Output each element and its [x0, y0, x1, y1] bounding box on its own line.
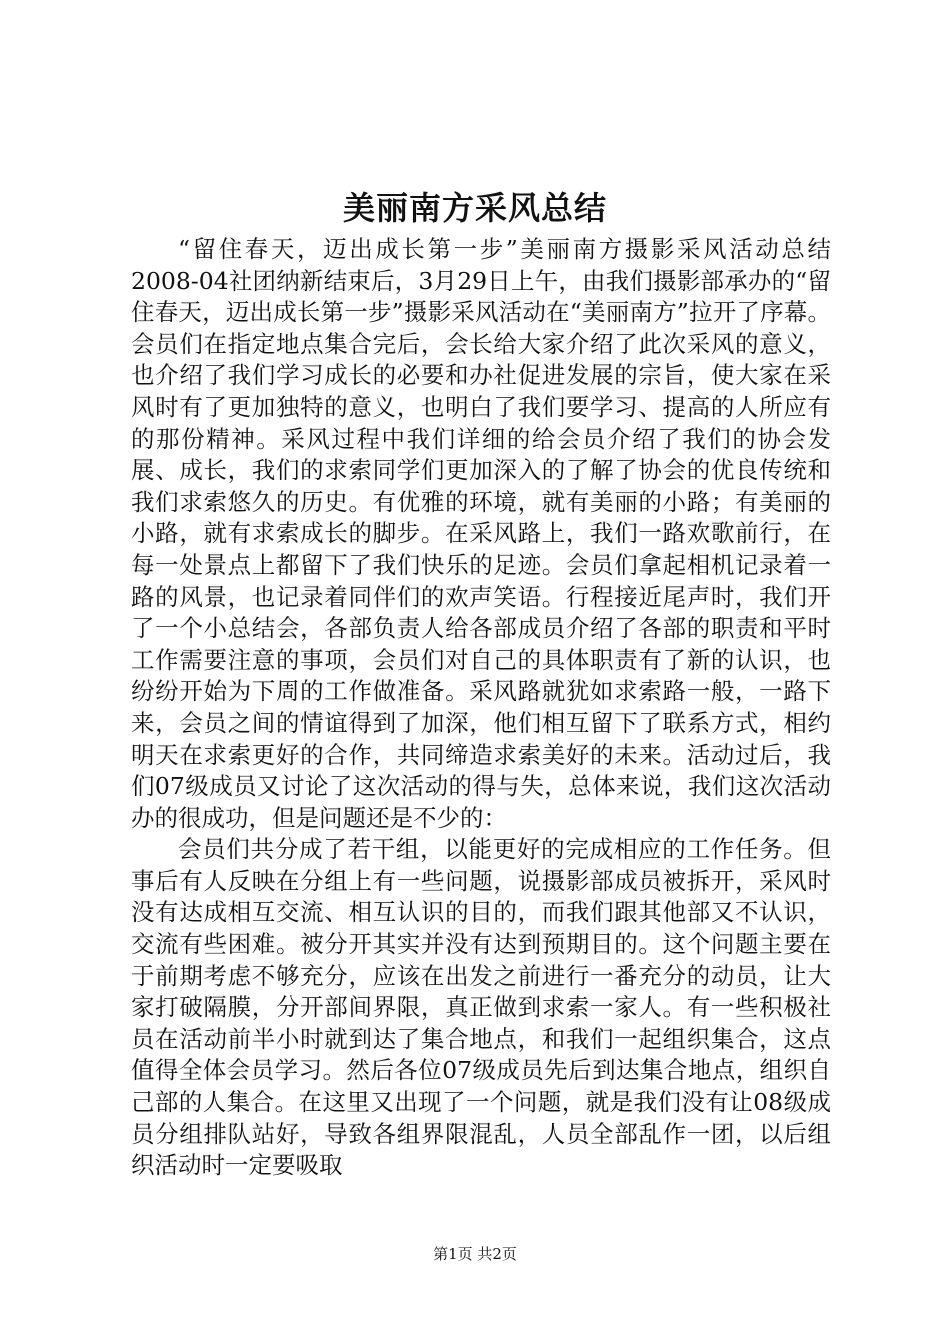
document-title: 美丽南方采风总结 — [342, 189, 607, 227]
paragraph-1: “留住春天，迈出成长第一步”美丽南方摄影采风活动总结2008-04社团纳新结束后，3月29日上午，由我们摄影部承办的“留住春天，迈出成长第一步”摄影采风活动在“美丽南方”拉开了序幕。会员们在指定地点集合完后，会长给大家介绍了此次采风的意义，也介绍了我们学习成长的必要和办社促进发展的宗旨，使大家在采风时有了更加独特的意义，也明白了我们要学习、提高的人所应有的那份精神。采风过程中我们详细的给会员介绍了我们的协会发展、成长，我们的求索同学们更加深入的了解了协会的优良传统和我们求索悠久的历史。有优雅的环境，就有美丽的小路；有美丽的小路，就有求索成长的脚步。在采风路上，我们一路欢歌前行，在每一处景点上都留下了我们快乐的足迹。会员们拿起相机记录着一路的风景，也记录着同伴们的欢声笑语。行程接近尾声时，我们开了一个小总结会，各部负责人给各部成员介绍了各部的职责和平时工作需要注意的事项，会员们对自己的具体职责有了新的认识，也纷纷开始为下周的工作做准备。采风路就犹如求索路一般，一路下来，会员之间的情谊得到了加深，他们相互留下了联系方式，相约明天在求索更好的合作，共同缔造求索美好的未来。活动过后，我们07级成员又讨论了这次活动的得与失，总体来说，我们这次活动办的很成功，但是问题还是不少的： — [131, 235, 831, 832]
document-body — [131, 234, 831, 1182]
paragraph-2: 会员们共分成了若干组，以能更好的完成相应的工作任务。但事后有人反映在分组上有一些问题，说摄影部成员被拆开，采风时没有达成相互交流、相互认识的目的，而我们跟其他部又不认识，交流有些困难。被分开其实并没有达到预期目的。这个问题主要在于前期考虑不够充分，应该在出发之前进行一番充分的动员，让大家打破隔膜，分开部间界限，真正做到求索一家人。有一些积极社员在活动前半小时就到达了集合地点，和我们一起组织集合，这点值得全体会员学习。然后各位07级成员先后到达集合地点，组织自己部的人集合。在这里又出现了一个问题，就是我们没有让08级成员分组排队站好，导致各组界限混乱，人员全部乱作一团，以后组织活动时一定要吸取 — [131, 835, 831, 1180]
page-number-footer: 第1页 共2页 — [433, 1245, 517, 1263]
